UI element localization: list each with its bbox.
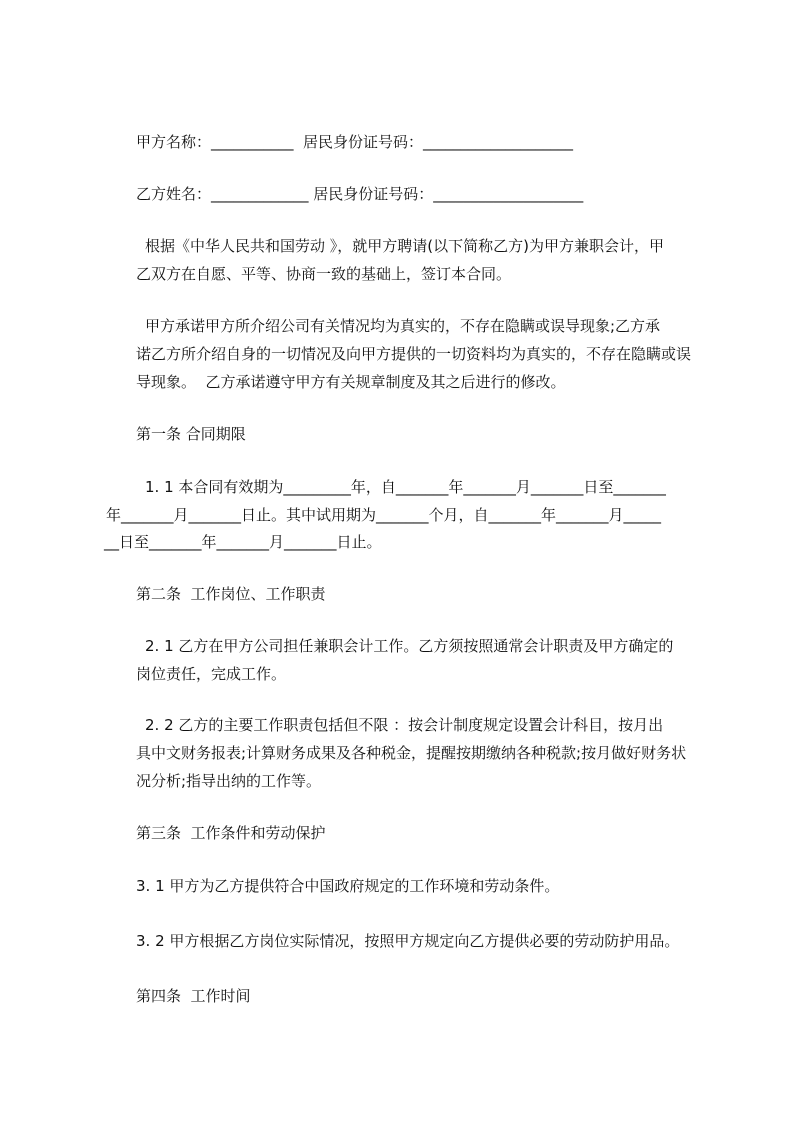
intro-line-2: 乙双方在自愿、平等、协商一致的基础上，签订本合同。 bbox=[136, 265, 512, 283]
clause-3-1: 3. 1 甲方为乙方提供符合中国政府规定的工作环境和劳动条件。 bbox=[136, 877, 560, 895]
article-4-title: 第四条 工作时间 bbox=[136, 987, 251, 1005]
clause-1-1-line-1: 1. 1 本合同有效期为_________年，自_______年_______月_______日至_______ bbox=[145, 478, 666, 496]
promise-line-1: 甲方承诺甲方所介绍公司有关情况均为真实的，不存在隐瞒或误导现象;乙方承 bbox=[145, 317, 661, 335]
promise-line-3: 导现象。 乙方承诺遵守甲方有关规章制度及其之后进行的修改。 bbox=[136, 373, 566, 391]
clause-2-2-line-2: 具中文财务报表;计算财务成果及各种税金，提醒按期缴纳各种税款;按月做好财务状 bbox=[136, 744, 687, 762]
clause-2-2-line-1: 2. 2 乙方的主要工作职责包括但不限 ：按会计制度规定设置会计科目，按月出 bbox=[145, 716, 664, 734]
intro-line-1: 根据《中华人民共和国劳动 》，就甲方聘请(以下简称乙方)为甲方兼职会计，甲 bbox=[145, 237, 664, 255]
clause-2-2-line-3: 况分析;指导出纳的工作等。 bbox=[136, 772, 322, 790]
clause-2-1-line-2: 岗位责任，完成工作。 bbox=[136, 665, 287, 683]
party-a-line: 甲方名称：___________ 居民身份证号码：____________________ bbox=[136, 133, 574, 151]
promise-line-2: 诺乙方所介绍自身的一切情况及向甲方提供的一切资料均为真实的，不存在隐瞒或误 bbox=[136, 345, 692, 363]
article-3-title: 第三条 工作条件和劳动保护 bbox=[136, 824, 326, 842]
clause-1-1-line-3: __日至_______年_______月_______日止。 bbox=[104, 533, 382, 551]
clause-2-1-line-1: 2. 1 乙方在甲方公司担任兼职会计工作。乙方须按照通常会计职责及甲方确定的 bbox=[145, 637, 674, 655]
party-b-line: 乙方姓名：_____________ 居民身份证号码：____________________ bbox=[136, 185, 584, 203]
clause-3-2: 3. 2 甲方根据乙方岗位实际情况，按照甲方规定向乙方提供必要的劳动防护用品。 bbox=[136, 932, 680, 950]
clause-1-1-line-2: 年_______月_______日止。其中试用期为_______个月，自_______年_______月_____ bbox=[106, 506, 662, 524]
article-1-title: 第一条 合同期限 bbox=[136, 425, 246, 443]
article-2-title: 第二条 工作岗位、工作职责 bbox=[136, 585, 326, 603]
